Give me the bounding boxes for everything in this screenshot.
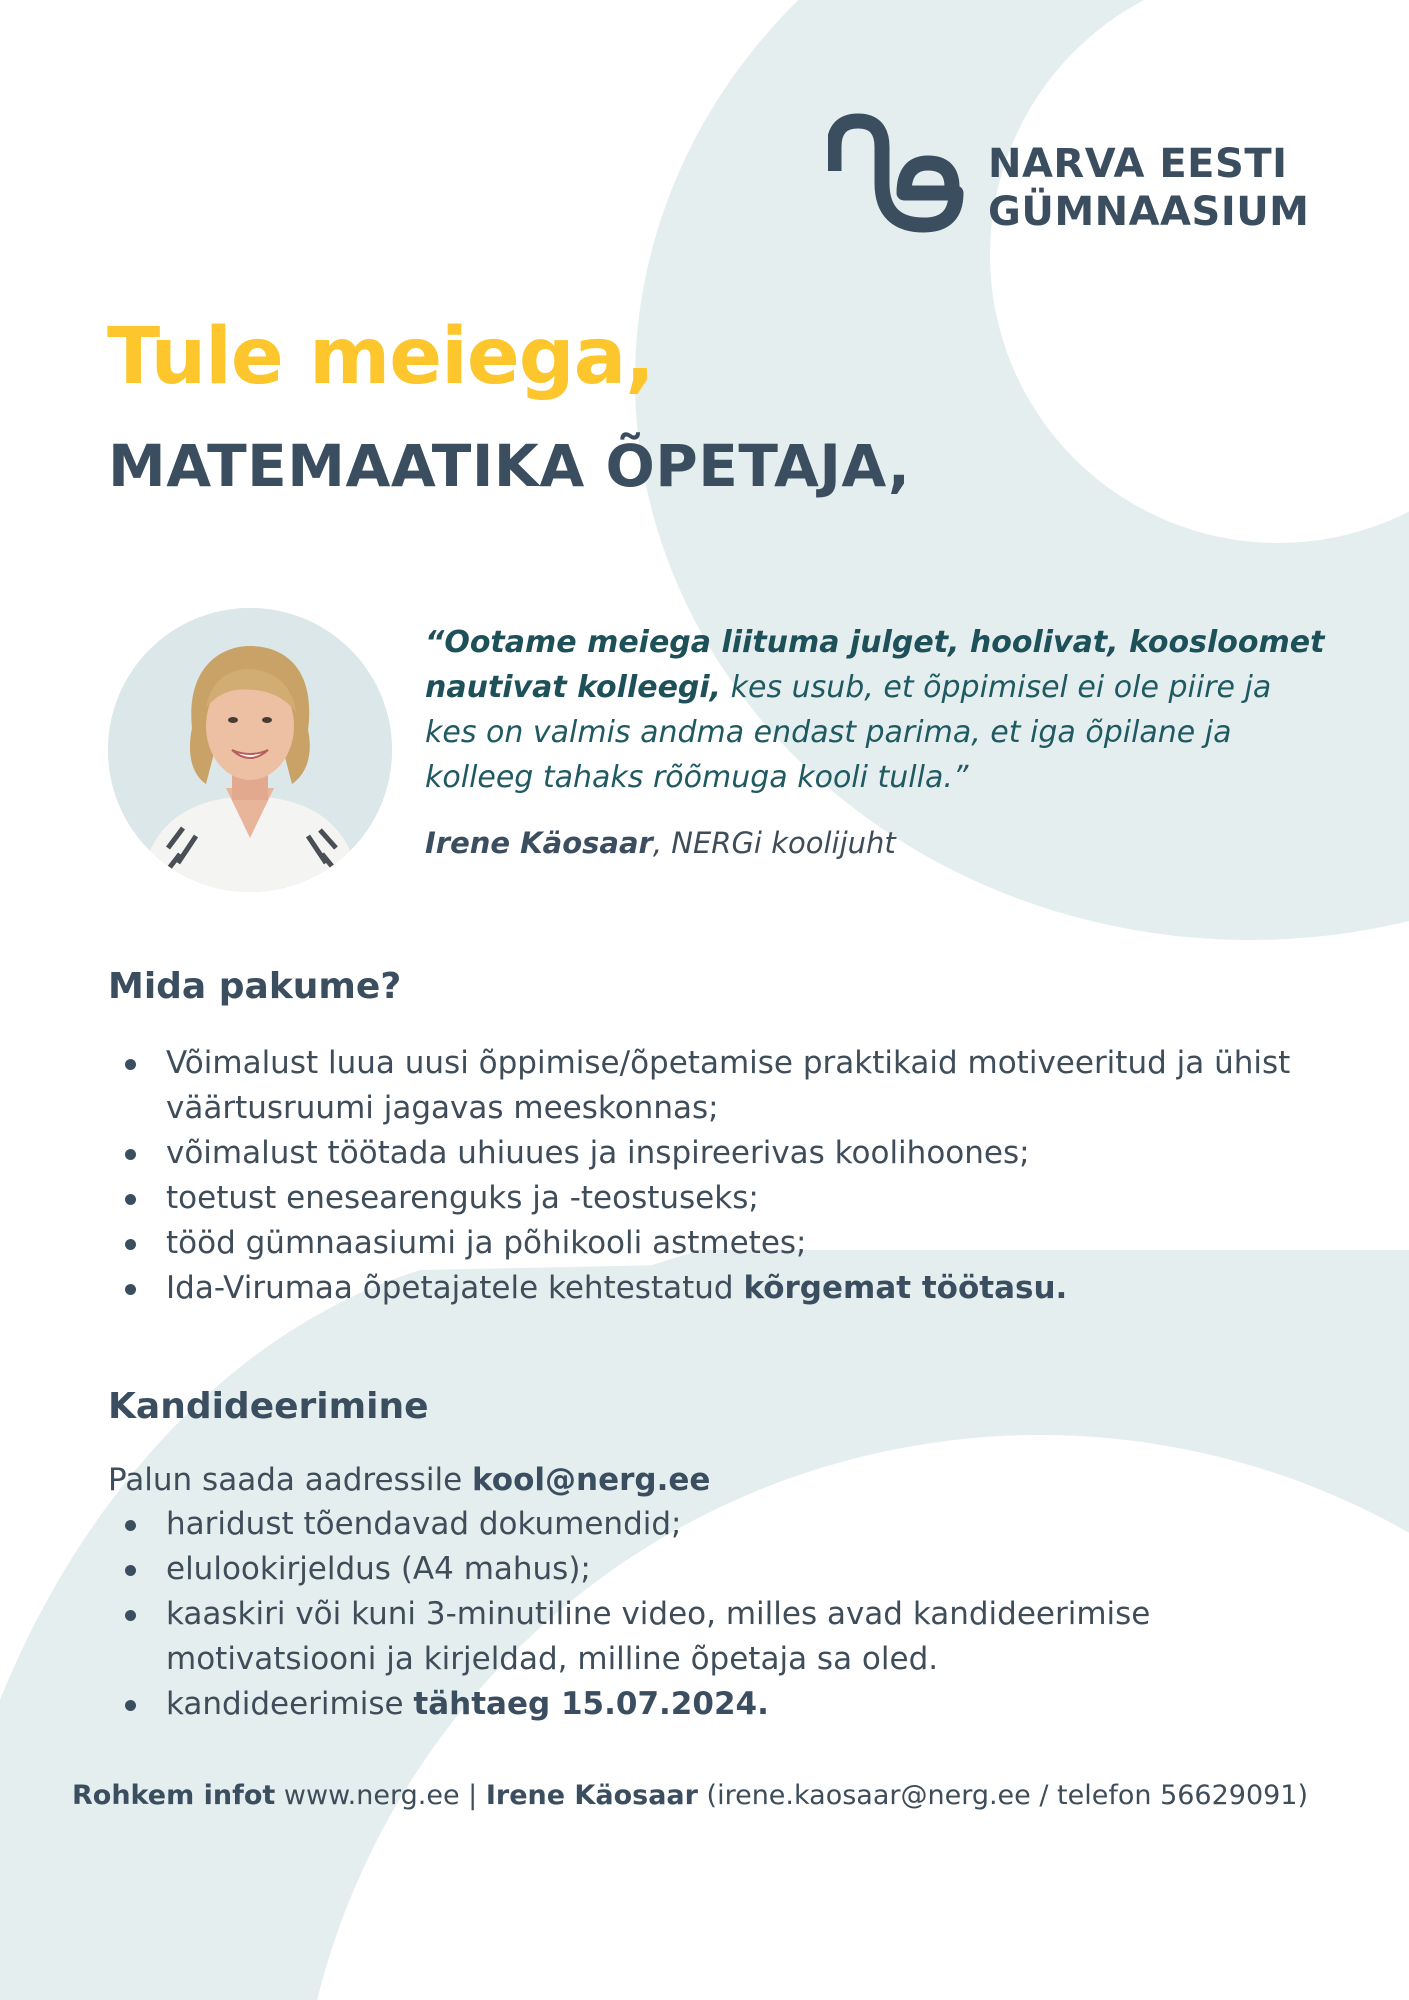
salary-text: Ida-Virumaa õpetajatele kehtestatud — [166, 1270, 744, 1306]
application-heading: Kandideerimine — [108, 1386, 429, 1427]
deadline-text: kandideerimise — [166, 1686, 414, 1722]
principal-photo — [108, 608, 392, 892]
application-list — [108, 1502, 1308, 1727]
application-intro — [108, 1458, 710, 1503]
quote-text: kes usub, et õppimisel ei ole piire ja kes on valmis andma endast parima, et iga õpilane ja kolleeg tahaks rõõmuga kooli tulla.” — [425, 670, 1272, 795]
list-item: Võimalust luua uusi õppimise/õpetamise praktikaid motiveeritud ja ühist väärtusruumi jagavas meeskonnas; — [108, 1041, 1308, 1131]
list-item: tööd gümnaasiumi ja põhikooli astmetes; — [108, 1221, 1308, 1266]
footer-contact — [72, 1780, 1308, 1811]
application-intro-text: Palun saada aadressile — [108, 1462, 472, 1498]
list-item: elulookirjeldus (A4 mahus); — [108, 1547, 1308, 1592]
quote-author-role: , NERGi koolijuht — [652, 826, 896, 860]
list-item: toetust enesearenguks ja -teostuseks; — [108, 1176, 1308, 1221]
ne-monogram-icon — [828, 113, 966, 237]
logo-line-1: NARVA EESTI — [988, 141, 1288, 187]
salary-emphasis: kõrgemat töötasu. — [743, 1270, 1068, 1306]
footer-contact-name: Irene Käosaar — [485, 1780, 698, 1811]
logo-line-2: GÜMNAASIUM — [988, 189, 1310, 235]
footer-contact-details[interactable]: (irene.kaosaar@nerg.ee / telefon 56629091) — [697, 1780, 1309, 1811]
portrait-illustration — [108, 608, 392, 892]
quote-author: Irene Käosaar — [425, 826, 653, 860]
offer-list — [108, 1041, 1308, 1311]
deadline-date: tähtaeg 15.07.2024. — [413, 1686, 769, 1722]
headline-invite: Tule meiega, — [107, 312, 654, 402]
offer-heading: Mida pakume? — [108, 966, 402, 1007]
list-item: võimalust töötada uhiuues ja inspireerivas koolihoones; — [108, 1131, 1308, 1176]
footer-website-link[interactable]: www.nerg.ee | — [275, 1780, 486, 1811]
school-logo-name — [988, 140, 1368, 236]
list-item: kaaskiri või kuni 3-minutiline video, milles avad kandideerimise motivatsiooni ja kirjeldad, milline õpetaja sa oled. — [108, 1592, 1308, 1682]
quote-emphasis: “Ootame meiega liituma julget, hoolivat, koosloomet nautivat kolleegi, — [425, 625, 1325, 705]
application-email-link[interactable]: kool@nerg.ee — [472, 1462, 711, 1498]
quote-attribution — [425, 826, 896, 860]
principal-quote — [425, 620, 1325, 800]
list-item-salary — [108, 1266, 1308, 1311]
list-item-deadline — [108, 1682, 1308, 1727]
list-item: haridust tõendavad dokumendid; — [108, 1502, 1308, 1547]
footer-more-info-label: Rohkem infot — [72, 1780, 276, 1811]
headline-position: MATEMAATIKA ÕPETAJA, — [108, 432, 911, 500]
